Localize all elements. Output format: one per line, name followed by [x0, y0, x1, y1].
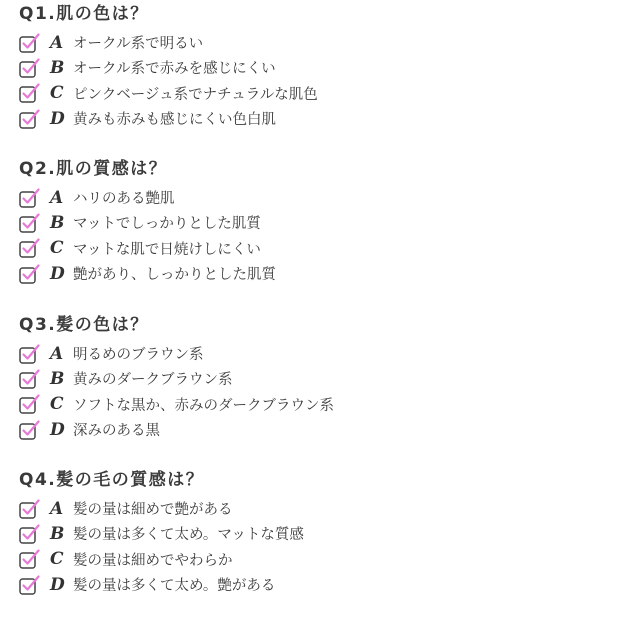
question-title: Q3.髪の色は？ — [19, 315, 149, 335]
option-letter: C — [50, 238, 64, 259]
option-letter: A — [50, 32, 64, 53]
option-text: 黄みのダークブラウン系 — [73, 372, 233, 389]
option-c[interactable] — [19, 236, 609, 261]
option-b[interactable] — [19, 521, 609, 546]
option-d[interactable] — [19, 572, 609, 597]
question-title: Q4.髪の毛の質感は？ — [19, 470, 205, 490]
option-b[interactable] — [19, 210, 609, 235]
option-letter: D — [50, 263, 65, 284]
option-text: ソフトな黒か、赤みのダークブラウン系 — [73, 397, 334, 414]
checkbox-checked-icon[interactable] — [19, 420, 40, 440]
checkbox-checked-icon[interactable] — [19, 58, 40, 78]
option-letter: C — [50, 394, 64, 415]
option-list — [19, 30, 609, 131]
option-letter: D — [50, 419, 65, 440]
option-a[interactable] — [19, 30, 609, 55]
question-1 — [19, 2, 609, 131]
question-2 — [19, 157, 609, 286]
option-text: 髪の量は多くて太め。マットな質感 — [73, 527, 304, 544]
option-letter: A — [50, 498, 64, 519]
option-b[interactable] — [19, 55, 609, 80]
option-text: ピンクベージュ系でナチュラルな肌色 — [73, 86, 318, 103]
option-b[interactable] — [19, 366, 609, 391]
checkbox-checked-icon[interactable] — [19, 344, 40, 364]
checkbox-checked-icon[interactable] — [19, 369, 40, 389]
option-d[interactable] — [19, 417, 609, 442]
option-c[interactable] — [19, 392, 609, 417]
checkbox-checked-icon[interactable] — [19, 524, 40, 544]
checkbox-checked-icon[interactable] — [19, 33, 40, 53]
option-text: マットな肌で日焼けしにくい — [73, 241, 261, 258]
option-letter: D — [50, 108, 65, 129]
checkbox-checked-icon[interactable] — [19, 83, 40, 103]
option-d[interactable] — [19, 261, 609, 286]
option-list — [19, 341, 609, 442]
option-letter: D — [50, 574, 65, 595]
checkbox-checked-icon[interactable] — [19, 394, 40, 414]
option-text: 明るめのブラウン系 — [73, 347, 204, 364]
option-letter: B — [50, 523, 65, 544]
option-text: 深みのある黒 — [73, 423, 160, 440]
option-text: 艶があり、しっかりとした肌質 — [73, 267, 276, 284]
option-text: オークル系で赤みを感じにくい — [73, 61, 276, 78]
checkbox-checked-icon[interactable] — [19, 188, 40, 208]
checkbox-checked-icon[interactable] — [19, 213, 40, 233]
question-3 — [19, 313, 609, 442]
option-list — [19, 496, 609, 597]
option-letter: A — [50, 187, 64, 208]
checkbox-checked-icon[interactable] — [19, 499, 40, 519]
checkbox-checked-icon[interactable] — [19, 109, 40, 129]
option-text: 髪の量は多くて太め。艶がある — [73, 578, 276, 595]
option-letter: C — [50, 549, 64, 570]
option-a[interactable] — [19, 185, 609, 210]
option-text: 髪の量は細めでやわらか — [73, 552, 233, 569]
option-text: ハリのある艶肌 — [73, 191, 175, 208]
option-letter: C — [50, 83, 64, 104]
checkbox-checked-icon[interactable] — [19, 264, 40, 284]
option-letter: B — [50, 212, 65, 233]
option-text: オークル系で明るい — [73, 36, 204, 53]
option-text: 髪の量は細めで艶がある — [73, 502, 233, 519]
option-letter: B — [50, 368, 65, 389]
option-d[interactable] — [19, 106, 609, 131]
question-title: Q1.肌の色は？ — [19, 4, 149, 24]
checkbox-checked-icon[interactable] — [19, 549, 40, 569]
option-letter: B — [50, 57, 65, 78]
option-a[interactable] — [19, 341, 609, 366]
option-text: マットでしっかりとした肌質 — [73, 216, 261, 233]
option-list — [19, 185, 609, 286]
question-title: Q2.肌の質感は？ — [19, 159, 168, 179]
checkbox-checked-icon[interactable] — [19, 575, 40, 595]
option-letter: A — [50, 343, 64, 364]
option-text: 黄みも赤みも感じにくい色白肌 — [73, 112, 276, 129]
option-c[interactable] — [19, 81, 609, 106]
checkbox-checked-icon[interactable] — [19, 238, 40, 258]
option-a[interactable] — [19, 496, 609, 521]
option-c[interactable] — [19, 547, 609, 572]
question-4 — [19, 468, 609, 597]
